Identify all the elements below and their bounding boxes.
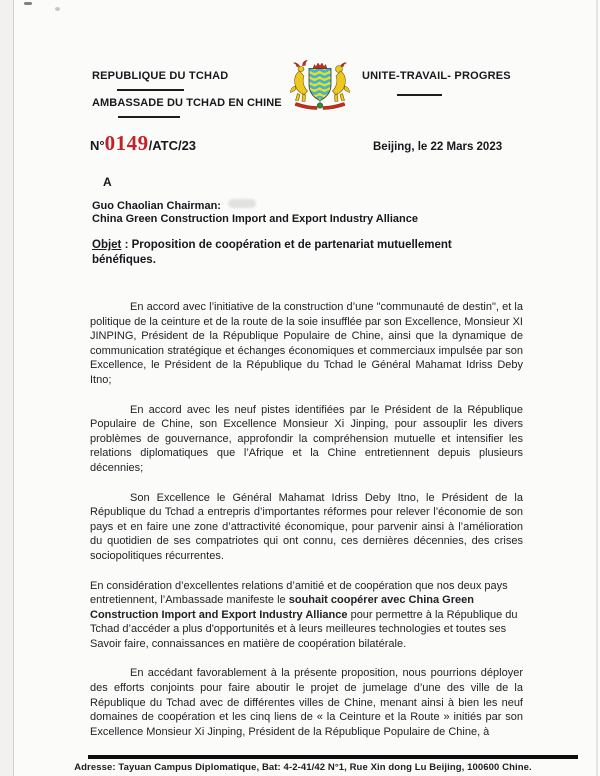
letterhead-rule xyxy=(117,89,184,91)
subject-text: : Proposition de coopération et de partenariat mutuellement bénéfiques. xyxy=(92,239,452,266)
paragraph-4-bold: souhait coopérer avec China Green Construction Import and Export Industry Alliance xyxy=(90,594,474,621)
letterhead-embassy: AMBASSADE DU TCHAD EN CHINE xyxy=(92,97,282,109)
scan-speck xyxy=(24,2,32,5)
scan-left-margin xyxy=(0,0,13,776)
body-paragraph-2: En accord avec les neuf pistes identifiées par le Président de la République Populaire de Chine, son Excellence Monsieur Xi Jinping, pour assouplir les divers problèmes de gouvernance, approfondir la compréhension mutuelle et intensifier les relations diplomatiques que l’Afrique et la Chine entretiennent depuis plusieurs décennies; xyxy=(90,403,523,474)
letterhead-motto: UNITE-TRAVAIL- PROGRES xyxy=(362,70,511,82)
paragraph-4-pre: En considération d’excellentes relations d’amitié et de coopération que nos deux pays entretiennent, l’Ambassade manifeste le xyxy=(90,579,508,607)
body-paragraph-5: En accédant favorablement à la présente proposition, nous pourrions déployer des efforts conjoints pour faire aboutir le projet de jumelage d’une des ville de la République du Tchad avec de différentes villes de Chine, menant ainsi à bien les neuf domaines de coopération et les cinq liens de « la Ceinture et la Route » initiés par son Excellence Monsieur Xi Jinping, Président de la République Populaire de Chine, à xyxy=(90,667,523,738)
scan-page-edge xyxy=(13,0,14,776)
reference-suffix: /ATC/23 xyxy=(148,138,197,153)
letter-body xyxy=(90,300,523,754)
reference-prefix: N° xyxy=(90,138,105,153)
scan-smudge xyxy=(228,199,256,208)
reference-digits: 0149 xyxy=(104,131,149,155)
recipient-name: Guo Chaolian Chairman: xyxy=(92,200,221,212)
subject-label: Objet xyxy=(92,239,122,251)
letterhead-rule xyxy=(397,94,442,96)
footer-rule xyxy=(88,755,578,759)
reference-number xyxy=(90,131,196,156)
footer-address: Adresse: Tayuan Campus Diplomatique, Bat: 4-2-41/42 N°1, Rue Xin dong Lu Beijing, 100600 Chine. xyxy=(74,762,532,773)
recipient-organization: China Green Construction Import and Export Industry Alliance xyxy=(92,213,418,225)
scan-right-edge xyxy=(596,0,598,776)
paragraph-4-post: pour permettre à la République du Tchad d’accéder a plus d'opportunités et à leurs meilleures technologies et toutes ses Savoir faire, connaissances en matière de coopération bilatérale. xyxy=(90,608,518,650)
body-paragraph-3: Son Excellence le Général Mahamat Idriss Deby Itno, le Président de la République du Tchad a entrepris d’importantes réformes pour relever l’économie de son pays et en faire une zone d’attractivité économique, pour parvenir ainsi à l’amélioration du quotidien de ses compatriotes qui ont connu, ces dernières décennies, des crises sociopolitiques récurrentes. xyxy=(90,491,523,562)
subject-line xyxy=(92,238,496,267)
body-paragraph-4 xyxy=(90,579,523,652)
letter-date: Beijing, le 22 Mars 2023 xyxy=(373,141,503,153)
chad-coat-of-arms-icon xyxy=(285,60,355,113)
letterhead-rule xyxy=(118,116,180,118)
recipient-salutation: A xyxy=(103,175,112,189)
letterhead-country: REPUBLIQUE DU TCHAD xyxy=(92,70,229,82)
scan-speck xyxy=(55,7,60,11)
body-paragraph-1: En accord avec l’initiative de la construction d’une "communauté de destin", et la politique de la ceinture et de la route de la soie insufflée par son Excellence, Monsieur XI JINPING, Président de la République Populaire de Chine, ainsi que la dynamique de communication stratégique et échanges économiques et commerciaux impulsée par son Excellence, le Président de la République du Tchad le Général Mahamat Idriss Deby Itno; xyxy=(90,301,523,386)
